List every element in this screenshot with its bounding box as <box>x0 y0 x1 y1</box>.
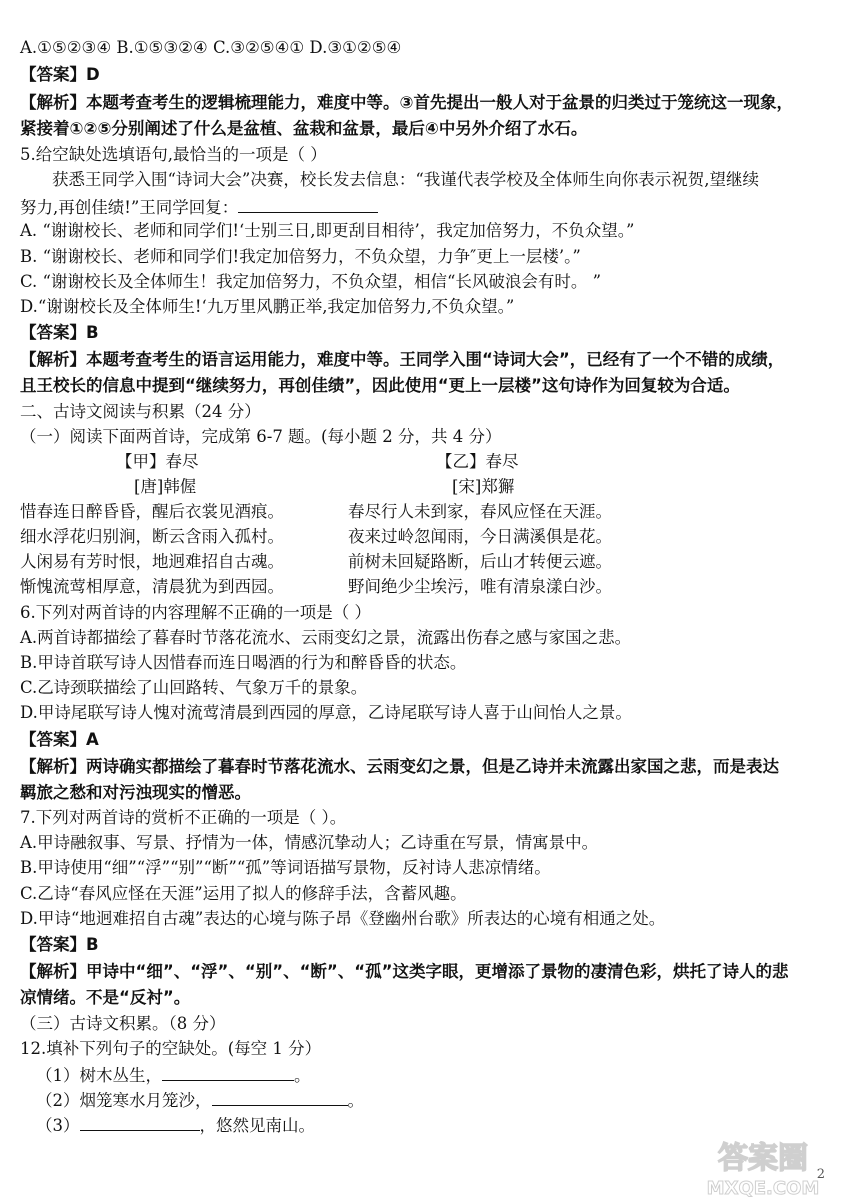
q6-option-c: C.乙诗颈联描绘了山回路转、气象万千的景象。 <box>20 678 368 697</box>
poem-jia-line-4: 惭愧流莺相厚意，清晨犹为到西园。 <box>20 577 284 596</box>
q5-option-d: D.“谢谢校长及全体师生!‘九万里风鹏正举,我定加倍努力,不负众望。” <box>20 297 515 316</box>
q5-answer-blank <box>238 194 378 213</box>
section2-title: 二、古诗文阅读与积累（24 分） <box>20 402 261 421</box>
q12-stem: 12.填补下列句子的空缺处。(每空 1 分） <box>20 1039 322 1058</box>
poem-yi-line-2: 夜来过岭忽闻雨，今日满溪俱是花。 <box>348 527 612 546</box>
q12-item-3: （3） ，悠然见南山。 <box>36 1112 827 1138</box>
poem-yi-author: [宋]郑獬 <box>452 477 515 496</box>
poem-jia-line-1: 惜春连日醉昏昏，醒后衣裳见酒痕。 <box>20 502 284 521</box>
section2-sub1: （一）阅读下面两首诗，完成第 6-7 题。(每小题 2 分，共 4 分） <box>20 427 502 446</box>
q6-option-b: B.甲诗首联写诗人因惜春而连日喝酒的行为和醉昏昏的状态。 <box>20 653 467 672</box>
q4-answer: 【答案】D <box>20 65 100 84</box>
q12-item-2: （2）烟笼寒水月笼沙， 。 <box>36 1087 827 1113</box>
q5-analysis-1: 【解析】本题考查考生的语言运用能力，难度中等。王同学入围“诗词大会”，已经有了一个不错的成绩， <box>20 350 785 369</box>
watermark-logo <box>693 1128 833 1200</box>
q7-option-a: A.甲诗融叙事、写景、抒情为一体，情感沉挚动人；乙诗重在写景，情寓景中。 <box>20 833 599 852</box>
watermark-url: MXQE.COM <box>706 1178 820 1199</box>
q7-answer: 【答案】B <box>20 935 99 954</box>
q6-stem: 6.下列对两首诗的内容理解不正确的一项是（ ） <box>20 603 371 622</box>
q4-analysis-2: 紧接着①②⑤分别阐述了什么是盆植、盆栽和盆景，最后④中另外介绍了水石。 <box>20 119 588 138</box>
q4-analysis-1: 【解析】本题考查考生的逻辑梳理能力，难度中等。③首先提出一般人对于盆景的归类过于笼统这一现象， <box>20 93 793 112</box>
q5-answer: 【答案】B <box>20 323 99 342</box>
q5-analysis-2: 且王校长的信息中提到“继续努力，再创佳绩”，因此使用“更上一层楼”这句诗作为回复较为合适。 <box>20 376 740 395</box>
q6-analysis-2: 羁旅之愁和对污浊现实的憎恶。 <box>20 783 251 802</box>
poem-yi-title: 【乙】春尽 <box>436 452 519 471</box>
q4-options: A.①⑤②③④ B.①⑤③②④ C.③②⑤④① D.③①②⑤④ <box>20 38 402 57</box>
q6-analysis-1: 【解析】两诗确实都描绘了暮春时节落花流水、云雨变幻之景，但是乙诗并未流露出家国之悲，而是表达 <box>20 757 779 776</box>
q7-option-c: C.乙诗“春风应怪在天涯”运用了拟人的修辞手法，含蓄风趣。 <box>20 884 467 903</box>
q5-option-a: A. “谢谢校长、老师和同学们!‘士别三日,即更刮目相待’，我定加倍努力，不负众望。” <box>20 221 635 240</box>
q7-option-d: D.甲诗“地迥难招自古魂”表达的心境与陈子昂《登幽州台歌》所表达的心境有相通之处。 <box>20 909 666 928</box>
poem-yi-line-1: 春尽行人未到家，春风应怪在天涯。 <box>348 502 612 521</box>
q7-option-b: B.甲诗使用“细”“浮”“别”“断”“孤”等词语描写景物，反衬诗人悲凉情绪。 <box>20 858 551 877</box>
q5-option-c: C. “谢谢校长及全体师生！我定加倍努力，不负众望，相信“长风破浪会有时。 ” <box>20 272 602 291</box>
poem-jia-line-3: 人闲易有芳时恨，地迥难招自古魂。 <box>20 552 284 571</box>
poem-yi-line-4: 野间绝少尘埃污，唯有清泉漾白沙。 <box>348 577 612 596</box>
page-number: 2 <box>816 1167 825 1182</box>
q7-stem: 7.下列对两首诗的赏析不正确的一项是（ ）。 <box>20 808 347 827</box>
q7-analysis-1: 【解析】甲诗中“细”、“浮”、“别”、“断”、“孤”这类字眼，更增添了景物的凄清色彩，烘托了诗人的悲 <box>20 962 789 981</box>
q5-option-b: B. “谢谢校长、老师和同学们!我定加倍努力，不负众望，力争″更上一层楼’。” <box>20 247 581 266</box>
q7-analysis-2: 凉情绪。不是“反衬”。 <box>20 988 191 1007</box>
poem-jia-title: 【甲】春尽 <box>116 452 199 471</box>
q5-passage-2: 努力,再创佳绩!”王同学回复： <box>20 194 827 220</box>
section3-title: （三）古诗文积累。（8 分） <box>20 1014 226 1033</box>
q12-item-1: （1）树木丛生， 。 <box>36 1062 827 1088</box>
q6-option-a: A.两首诗都描绘了暮春时节落花流水、云雨变幻之景，流露出伤春之感与家国之悲。 <box>20 628 632 647</box>
q5-stem: 5.给空缺处选填语句,最恰当的一项是（ ） <box>20 145 327 164</box>
q6-answer: 【答案】A <box>20 730 99 749</box>
q12-blank-3 <box>80 1112 200 1131</box>
q5-passage-1: 获悉王同学入围“诗词大会”决赛，校长发去信息：“我谨代表学校及全体师生向你表示祝贺,望继续 <box>52 170 760 189</box>
watermark-logo-text: 答案圈 <box>718 1141 808 1176</box>
q12-blank-1 <box>162 1062 294 1081</box>
q12-blank-2 <box>212 1087 348 1106</box>
poem-jia-line-2: 细水浮花归别涧，断云含雨入孤村。 <box>20 527 284 546</box>
q6-option-d: D.甲诗尾联写诗人愧对流莺清晨到西园的厚意，乙诗尾联写诗人喜于山间怡人之景。 <box>20 703 632 722</box>
poem-jia-author: [唐]韩偓 <box>134 477 197 496</box>
poem-yi-line-3: 前树未回疑路断，后山才转便云遮。 <box>348 552 612 571</box>
